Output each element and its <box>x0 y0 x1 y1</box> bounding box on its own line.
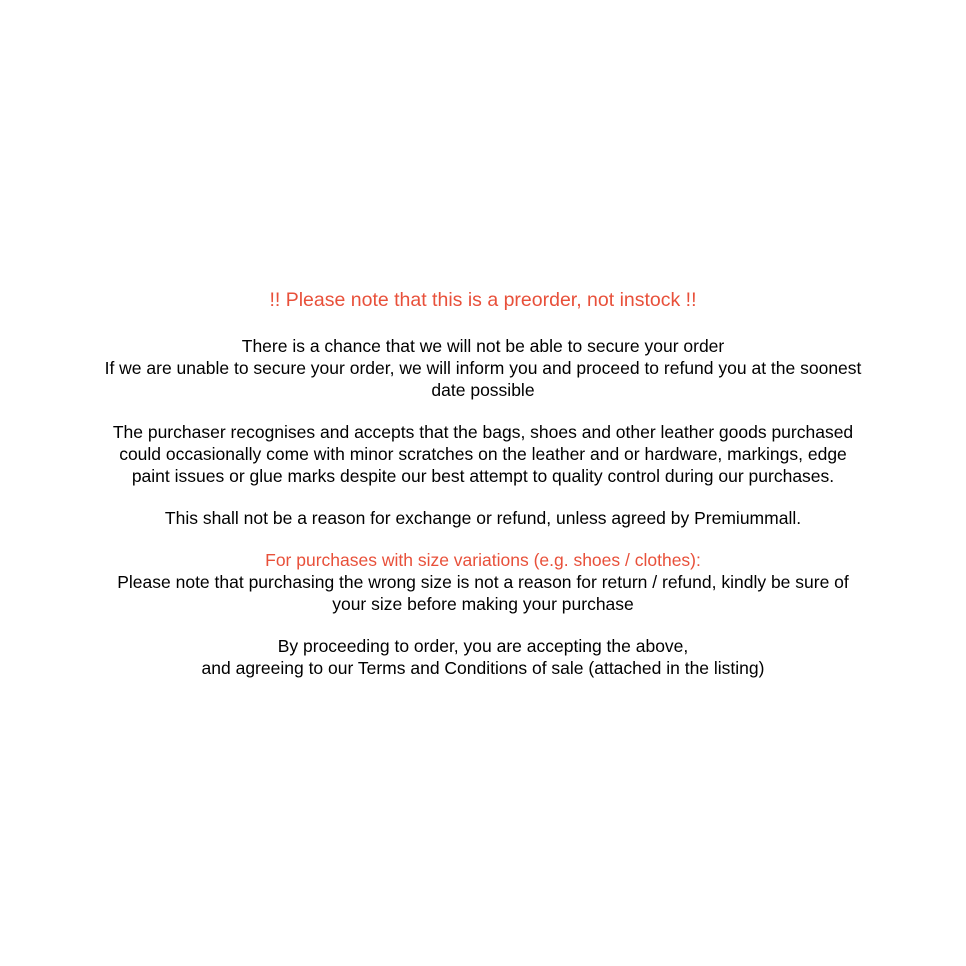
no-guarantee-line-2: If we are unable to secure your order, we will inform you and proceed to refund you at the soonest date possible <box>104 358 862 400</box>
acceptance-line-1: By proceeding to order, you are accepting the above, <box>277 636 689 656</box>
size-variations-text: Please note that purchasing the wrong size is not a reason for return / refund, kindly be sure of your size before making your purchase <box>117 572 849 614</box>
no-guarantee-line-1: There is a chance that we will not be able to secure your order <box>241 336 725 356</box>
spacer-4 <box>103 615 863 635</box>
notice-heading: !! Please note that this is a preorder, not instock !! <box>269 289 697 311</box>
spacer-2 <box>103 487 863 507</box>
acceptance-line-2: and agreeing to our Terms and Conditions of sale (attached in the listing) <box>201 658 765 678</box>
size-variations-subheading: For purchases with size variations (e.g. shoes / clothes): <box>265 550 701 570</box>
spacer-1 <box>103 401 863 421</box>
quality-disclaimer: The purchaser recognises and accepts that the bags, shoes and other leather goods purchased could occasionally come with minor scratches on the leather and or hardware, markings, edge paint issues or glue marks despite our best attempt to quality control during our purchases. <box>112 422 854 486</box>
spacer-3 <box>103 529 863 549</box>
no-exchange-statement: This shall not be a reason for exchange or refund, unless agreed by Premiummall. <box>164 508 802 528</box>
preorder-notice <box>103 287 863 679</box>
